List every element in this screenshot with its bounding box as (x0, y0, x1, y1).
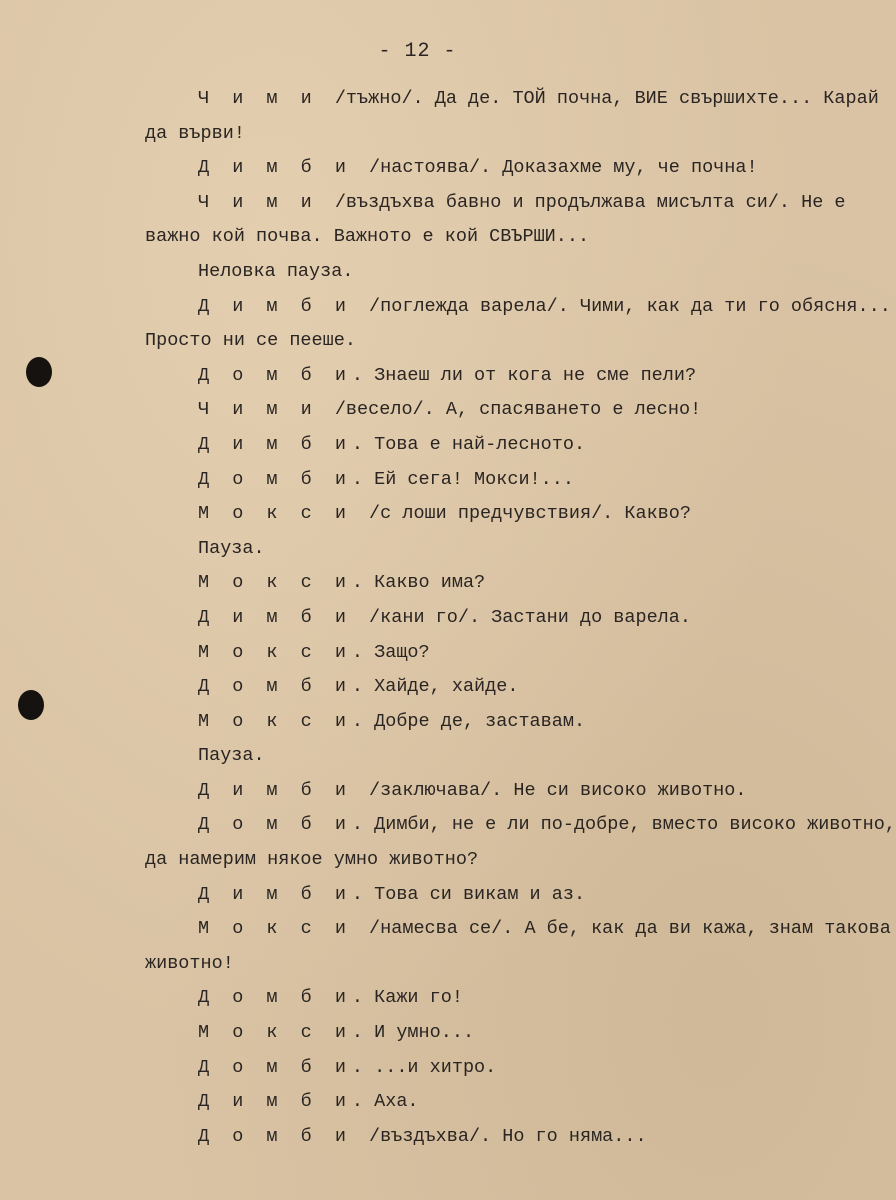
dialogue-text: Неловка пауза. (198, 260, 354, 282)
dialogue-line (0, 878, 835, 913)
dialogue-line (0, 290, 891, 325)
speaker-name: Д и м б и (198, 157, 370, 179)
dialogue-text: /поглежда варела/. Чими, как да ти го обясня... (369, 295, 891, 317)
dialogue-text: да намерим някое умно животно? (145, 849, 479, 871)
dialogue-text: . Аха. (351, 1091, 419, 1113)
dialogue-text: . Защо? (351, 641, 430, 663)
dialogue-text: /настоява/. Доказахме му, че почна! (369, 157, 758, 179)
dialogue-line (0, 1120, 835, 1155)
dialogue-text: важно кой почва. Важното е кой СВЪРШИ... (145, 226, 590, 248)
dialogue-line (0, 497, 835, 532)
dialogue-text: . Димби, не е ли по-добре, вместо високо животно, (351, 814, 896, 836)
dialogue-line (0, 566, 835, 601)
dialogue-text: /заключава/. Не си високо животно. (369, 779, 747, 801)
dialogue-text: /въздъхва/. Но го няма... (369, 1125, 647, 1147)
dialogue-text: . Това си викам и аз. (351, 883, 586, 905)
speaker-name: Ч и м и (198, 88, 335, 109)
dialogue-text: да върви! (145, 122, 245, 144)
dialogue-text: /весело/. А, спасяването е лесно! (334, 399, 702, 421)
dialogue-text: . И умно... (351, 1022, 475, 1044)
dialogue-continuation (0, 324, 835, 359)
speaker-name: Д и м б и (198, 606, 370, 628)
speaker-name: М о к с и (198, 1022, 352, 1044)
dialogue-line (0, 808, 896, 843)
speaker-name: Д и м б и (198, 295, 370, 317)
dialogue-line (0, 1051, 835, 1086)
dialogue-line (0, 532, 835, 567)
dialogue-line (0, 774, 835, 809)
page-number: - 12 - (378, 40, 457, 63)
dialogue-line (0, 186, 846, 221)
dialogue-text: . ...и хитро. (351, 1056, 497, 1078)
speaker-name: Д о м б и (198, 814, 352, 836)
dialogue-text: . Какво има? (351, 572, 486, 594)
dialogue-text: . Кажи го! (351, 987, 463, 1009)
dialogue-line (0, 670, 835, 705)
dialogue-text: животно! (145, 952, 234, 974)
dialogue-line (0, 912, 891, 947)
dialogue-line (0, 1085, 835, 1120)
dialogue-continuation (0, 117, 835, 152)
dialogue-text: /тъжно/. Да де. ТОЙ почна, ВИЕ свършихте... Карай (334, 88, 879, 109)
speaker-name: М о к с и (198, 918, 370, 940)
dialogue-text: /въздъхва бавно и продължава мисълта си/. Не е (334, 191, 846, 213)
dialogue-line (0, 463, 835, 498)
speaker-name: Д о м б и (198, 468, 352, 490)
script-text (0, 82, 896, 1154)
dialogue-continuation (0, 843, 835, 878)
dialogue-continuation (0, 947, 835, 982)
dialogue-text: . Ей сега! Мокси!... (351, 468, 574, 490)
dialogue-line (0, 739, 835, 774)
speaker-name: М о к с и (198, 710, 352, 732)
dialogue-line (0, 981, 835, 1016)
speaker-name: Д и м б и (198, 433, 352, 455)
speaker-name: Д о м б и (198, 364, 352, 386)
speaker-name: Д о м б и (198, 676, 352, 698)
speaker-name: Д о м б и (198, 987, 352, 1009)
speaker-name: Д о м б и (198, 1056, 352, 1078)
dialogue-line (0, 1016, 835, 1051)
dialogue-line (0, 705, 835, 740)
dialogue-text: . Хайде, хайде. (351, 676, 519, 698)
speaker-name: Ч и м и (198, 399, 335, 421)
dialogue-text: /намесва се/. А бе, как да ви кажа, знам такова (369, 918, 891, 940)
dialogue-line (0, 428, 835, 463)
dialogue-text: . Добре де, заставам. (351, 710, 586, 732)
speaker-name: М о к с и (198, 572, 352, 594)
dialogue-line (0, 359, 835, 394)
speaker-name: Д и м б и (198, 1091, 352, 1113)
speaker-name: Ч и м и (198, 191, 335, 213)
dialogue-text: Пауза. (198, 745, 265, 767)
speaker-name: М о к с и (198, 503, 370, 525)
speaker-name: М о к с и (198, 641, 352, 663)
dialogue-continuation (0, 220, 835, 255)
dialogue-line (0, 393, 835, 428)
dialogue-text: Просто ни се пееше. (145, 330, 356, 352)
speaker-name: Д и м б и (198, 779, 370, 801)
dialogue-text: . Това е най-лесното. (351, 433, 586, 455)
dialogue-line (0, 82, 879, 117)
speaker-name: Д о м б и (198, 1125, 370, 1147)
dialogue-line (0, 151, 835, 186)
speaker-name: Д и м б и (198, 883, 352, 905)
dialogue-text: . Знаеш ли от кога не сме пели? (351, 364, 697, 386)
dialogue-line (0, 636, 835, 671)
dialogue-line (0, 255, 835, 290)
dialogue-text: /с лоши предчувствия/. Какво? (369, 503, 691, 525)
dialogue-text: /кани го/. Застани до варела. (369, 606, 691, 628)
dialogue-text: Пауза. (198, 537, 265, 559)
dialogue-line (0, 601, 835, 636)
